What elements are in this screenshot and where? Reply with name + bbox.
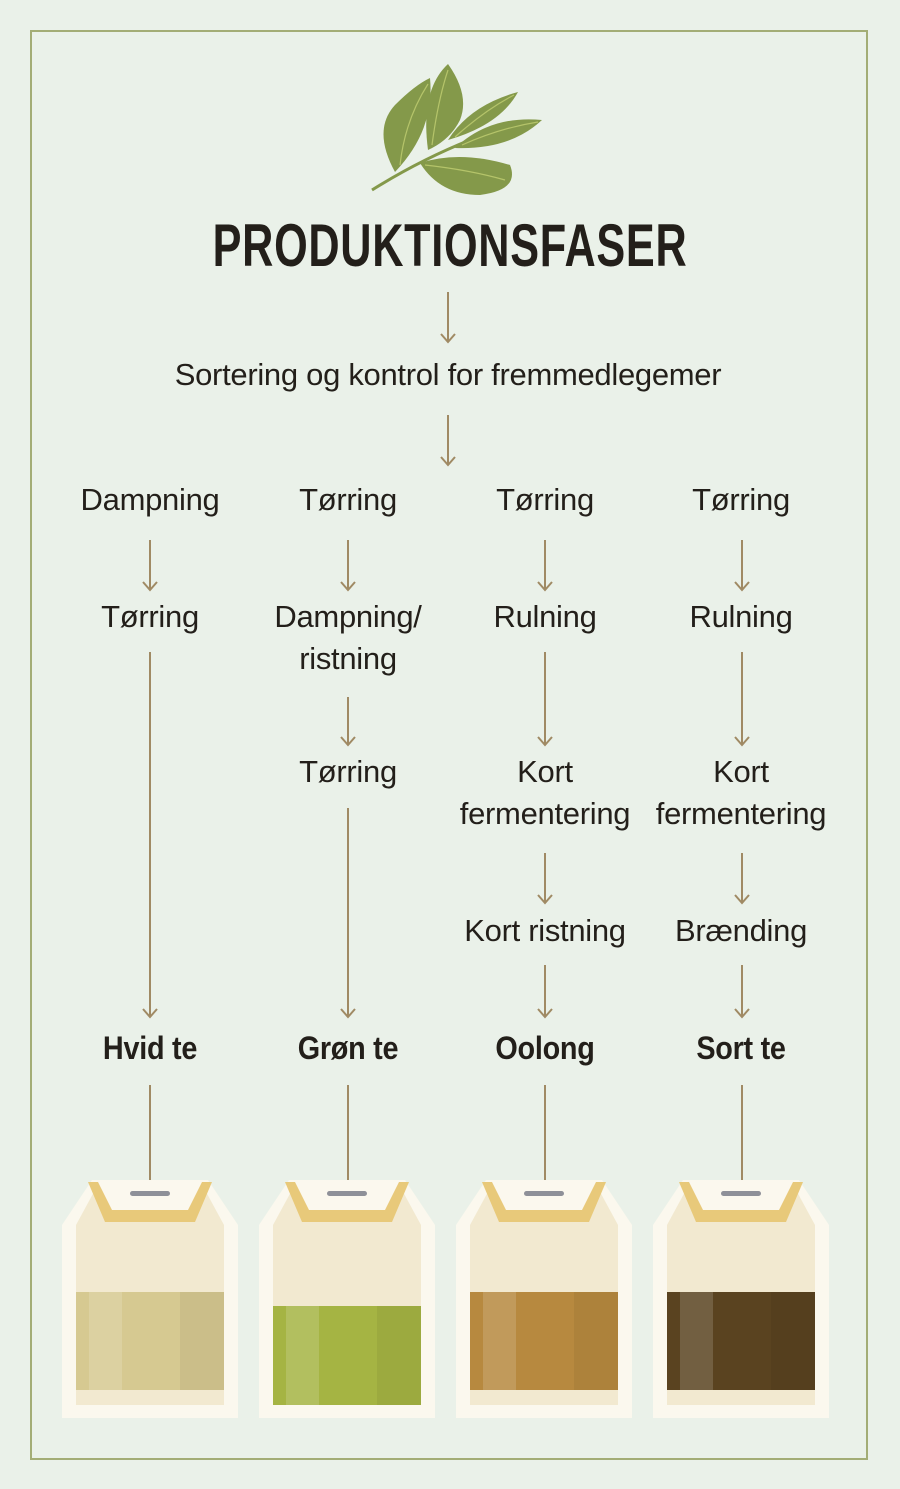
- result-label: Grøn te: [297, 1030, 399, 1066]
- tag-hole: [130, 1191, 170, 1196]
- step-label: Kort: [517, 754, 573, 789]
- result-label: Oolong: [495, 1030, 595, 1066]
- step-label: Brænding: [674, 913, 808, 948]
- step-label: Kort ristning: [464, 913, 626, 948]
- page-title: PRODUKTIONSFASER: [212, 212, 688, 279]
- result-label: Sort te: [696, 1030, 786, 1066]
- tag-hole: [327, 1191, 367, 1196]
- step-label: Tørring: [496, 482, 594, 517]
- step-label: ristning: [299, 641, 397, 676]
- step-label: Rulning: [493, 599, 597, 634]
- step-label: fermentering: [459, 796, 631, 831]
- step-label: Dampning: [80, 482, 220, 517]
- step-label: Tørring: [299, 482, 397, 517]
- tea-bag: [456, 1180, 632, 1418]
- step-label: Tørring: [692, 482, 790, 517]
- step-sorting: Sortering og kontrol for fremmedlegemer: [174, 357, 722, 392]
- tag-hole: [524, 1191, 564, 1196]
- step-label: Dampning/: [274, 599, 422, 634]
- step-label: Kort: [713, 754, 769, 789]
- step-label: Tørring: [101, 599, 199, 634]
- tea-bag: [259, 1180, 435, 1418]
- step-label: fermentering: [655, 796, 827, 831]
- tea-bag: [653, 1180, 829, 1418]
- step-label: Rulning: [689, 599, 793, 634]
- tea-bag: [62, 1180, 238, 1418]
- tag-hole: [721, 1191, 761, 1196]
- step-label: Tørring: [299, 754, 397, 789]
- result-label: Hvid te: [102, 1030, 198, 1066]
